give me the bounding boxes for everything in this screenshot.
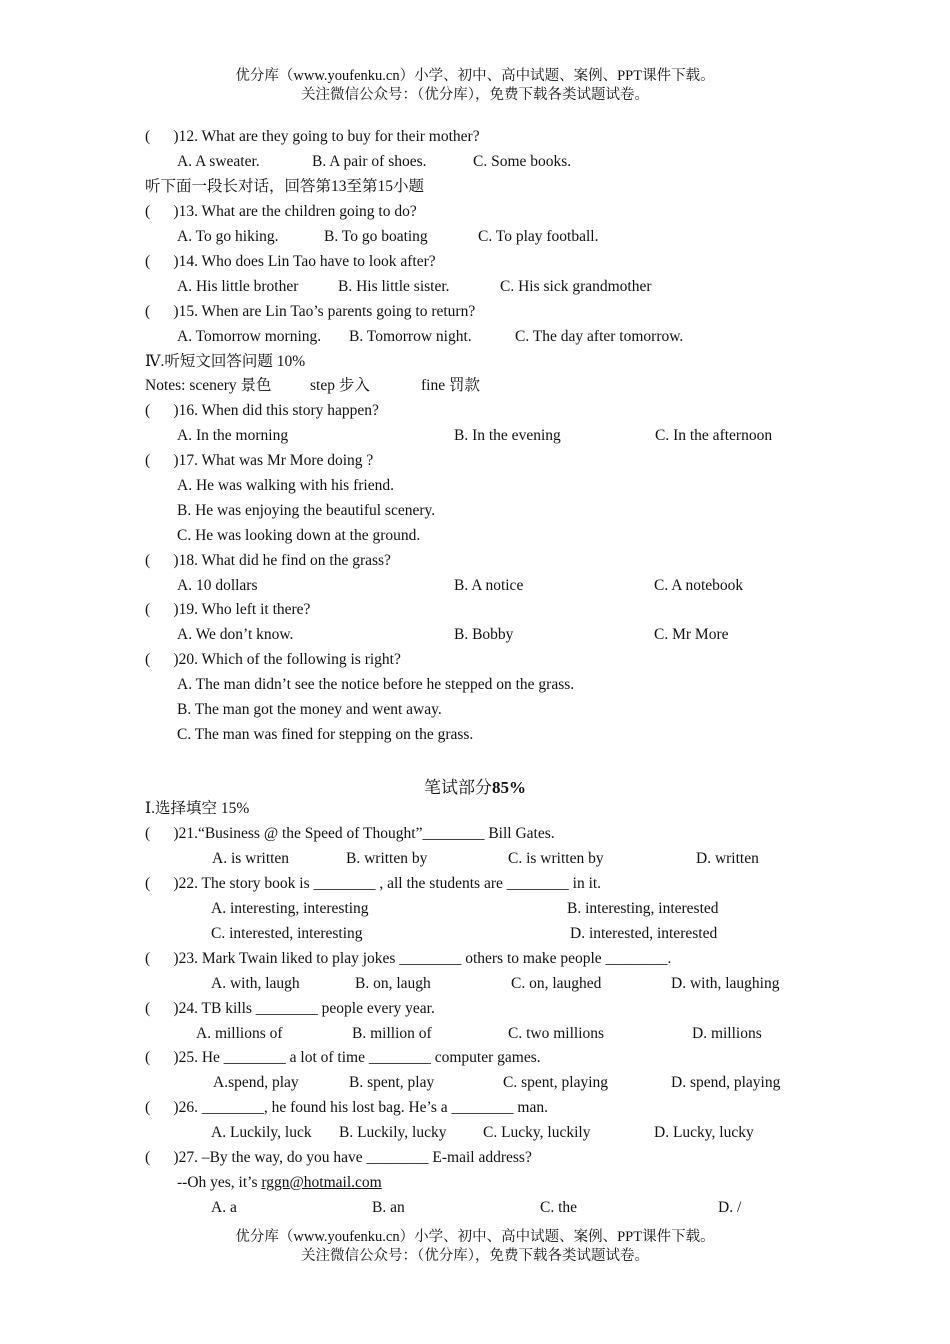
q19-stem: ( )19. Who left it there? xyxy=(145,601,311,618)
q23-option-a: A. with, laugh xyxy=(211,975,300,992)
q14-option-c: C. His sick grandmother xyxy=(500,278,652,295)
q15-option-c: C. The day after tomorrow. xyxy=(515,328,684,345)
q20-option-c: C. The man was fined for stepping on the grass. xyxy=(177,726,474,743)
q26-option-d: D. Lucky, lucky xyxy=(654,1124,754,1141)
section-title-label: 笔试部分 xyxy=(424,778,492,797)
q27-stem: ( )27. –By the way, do you have ________ E-mail address? xyxy=(145,1149,532,1166)
q20-option-b: B. The man got the money and went away. xyxy=(177,701,442,718)
q22-option-a: A. interesting, interesting xyxy=(211,900,369,917)
q16-option-c: C. In the afternoon xyxy=(655,427,773,444)
q14-stem: ( )14. Who does Lin Tao have to look after? xyxy=(145,253,436,270)
q24-option-c: C. two millions xyxy=(508,1025,605,1042)
q23-option-b: B. on, laugh xyxy=(355,975,431,992)
q19-option-c: C. Mr More xyxy=(654,626,729,643)
q14-option-a: A. His little brother xyxy=(177,278,299,295)
q18-option-c: C. A notebook xyxy=(654,577,744,594)
q23-stem: ( )23. Mark Twain liked to play jokes ________ others to make people ________. xyxy=(145,950,672,967)
section-intro-13-15: 听下面一段长对话，回答第13至第15小题 xyxy=(145,178,425,195)
q16-stem: ( )16. When did this story happen? xyxy=(145,402,379,419)
q17-option-b: B. He was enjoying the beautiful scenery. xyxy=(177,502,436,519)
email-link[interactable]: rggn@hotmail.com xyxy=(261,1174,382,1191)
q25-option-b: B. spent, play xyxy=(349,1074,435,1091)
q18-option-a: A. 10 dollars xyxy=(177,577,258,594)
q19-option-b: B. Bobby xyxy=(454,626,514,643)
q25-stem: ( )25. He ________ a lot of time ________ computer games. xyxy=(145,1049,541,1066)
q12-option-c: C. Some books. xyxy=(473,153,572,170)
q19-option-a: A. We don’t know. xyxy=(177,626,294,643)
section-title xyxy=(0,773,950,798)
q15-option-b: B. Tomorrow night. xyxy=(349,328,472,345)
header-line-2: 关注微信公众号：（优分库），免费下载各类试题试卷。 xyxy=(301,87,649,103)
q24-stem: ( )24. TB kills ________ people every year. xyxy=(145,1000,435,1017)
q25-option-d: D. spend, playing xyxy=(671,1074,781,1091)
q27-option-a: A. a xyxy=(211,1199,237,1216)
footer-line-1: 优分库（www.youfenku.cn）小学、初中、高中试题、案例、PPT课件下载。 xyxy=(235,1229,715,1245)
q27-option-b: B. an xyxy=(372,1199,405,1216)
q12-stem: ( )12. What are they going to buy for their mother? xyxy=(145,128,480,145)
part-i-heading: Ⅰ.选择填空 15% xyxy=(145,800,250,817)
q26-option-c: C. Lucky, luckily xyxy=(483,1124,591,1141)
q16-option-a: A. In the morning xyxy=(177,427,289,444)
q20-option-a: A. The man didn’t see the notice before he stepped on the grass. xyxy=(177,676,575,693)
q21-stem: ( )21.“Business @ the Speed of Thought”________ Bill Gates. xyxy=(145,825,555,842)
q22-stem: ( )22. The story book is ________ , all the students are ________ in it. xyxy=(145,875,602,892)
q26-stem: ( )26. ________, he found his lost bag. He’s a ________ man. xyxy=(145,1099,548,1116)
section-title-pct: 85% xyxy=(492,778,526,797)
notes-scenery: Notes: scenery 景色 xyxy=(145,377,272,394)
q13-option-a: A. To go hiking. xyxy=(177,228,279,245)
q26-option-b: B. Luckily, lucky xyxy=(339,1124,447,1141)
q21-option-a: A. is written xyxy=(212,850,290,867)
q25-option-c: C. spent, playing xyxy=(503,1074,609,1091)
q22-option-d: D. interested, interested xyxy=(570,925,718,942)
q23-option-d: D. with, laughing xyxy=(671,975,780,992)
q15-stem: ( )15. When are Lin Tao’s parents going to return? xyxy=(145,303,476,320)
q20-stem: ( )20. Which of the following is right? xyxy=(145,651,401,668)
q21-option-d: D. written xyxy=(696,850,759,867)
q23-option-c: C. on, laughed xyxy=(511,975,602,992)
header-line-1: 优分库（www.youfenku.cn）小学、初中、高中试题、案例、PPT课件下载。 xyxy=(235,68,715,84)
q16-option-b: B. In the evening xyxy=(454,427,561,444)
notes-fine: fine 罚款 xyxy=(421,377,480,394)
q27-reply xyxy=(177,1173,382,1193)
q27-option-d: D. / xyxy=(718,1199,742,1216)
q17-stem: ( )17. What was Mr More doing ? xyxy=(145,452,374,469)
q21-option-b: B. written by xyxy=(346,850,428,867)
q26-option-a: A. Luckily, luck xyxy=(211,1124,312,1141)
notes-step: step 步入 xyxy=(310,377,370,394)
q18-option-b: B. A notice xyxy=(454,577,524,594)
q24-option-b: B. million of xyxy=(352,1025,432,1042)
q12-option-a: A. A sweater. xyxy=(177,153,260,170)
q27-reply-text: --Oh yes, it’s xyxy=(177,1174,262,1191)
q27-option-c: C. the xyxy=(540,1199,578,1216)
footer-line-2: 关注微信公众号：（优分库），免费下载各类试题试卷。 xyxy=(301,1248,649,1264)
q12-option-b: B. A pair of shoes. xyxy=(312,153,427,170)
q21-option-c: C. is written by xyxy=(508,850,604,867)
q17-option-a: A. He was walking with his friend. xyxy=(177,477,394,494)
q14-option-b: B. His little sister. xyxy=(338,278,450,295)
q13-option-c: C. To play football. xyxy=(478,228,599,245)
q17-option-c: C. He was looking down at the ground. xyxy=(177,527,421,544)
q25-option-a: A.spend, play xyxy=(213,1074,299,1091)
q18-stem: ( )18. What did he find on the grass? xyxy=(145,552,391,569)
q13-stem: ( )13. What are the children going to do? xyxy=(145,203,417,220)
q15-option-a: A. Tomorrow morning. xyxy=(177,328,322,345)
q13-option-b: B. To go boating xyxy=(324,228,428,245)
q24-option-a: A. millions of xyxy=(196,1025,283,1042)
q22-option-c: C. interested, interesting xyxy=(211,925,363,942)
q24-option-d: D. millions xyxy=(692,1025,762,1042)
q22-option-b: B. interesting, interested xyxy=(567,900,719,917)
part-iv-heading: Ⅳ.听短文回答问题 10% xyxy=(145,353,306,370)
